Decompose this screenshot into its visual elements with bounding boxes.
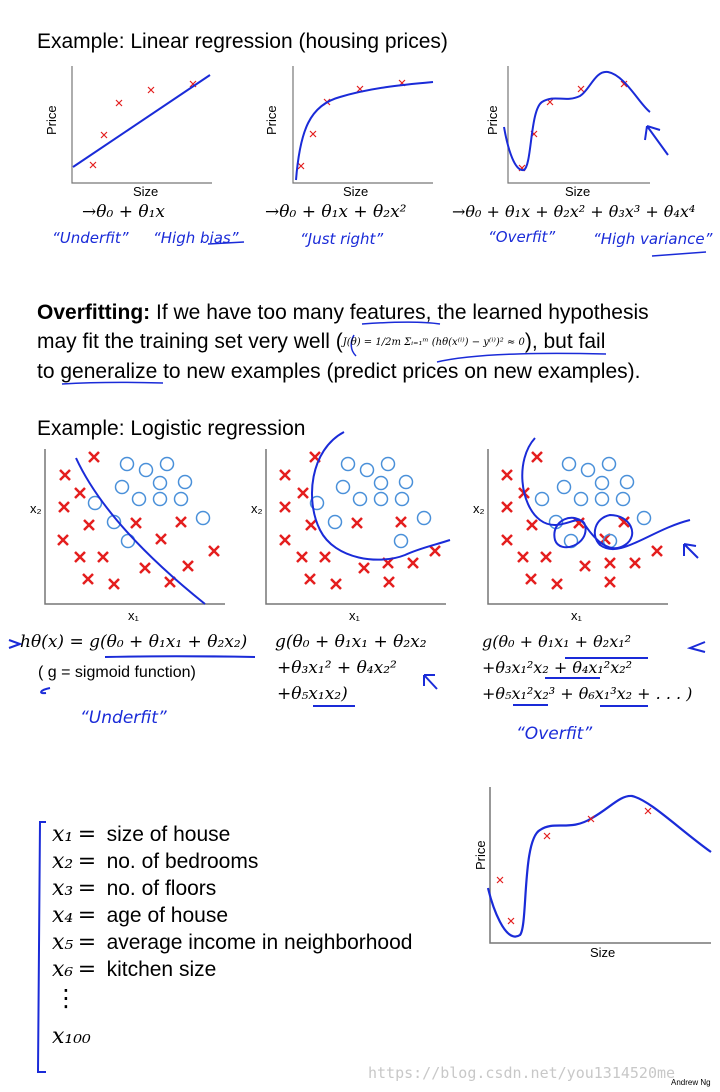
list-item: x₆ = kitchen size	[52, 957, 217, 982]
logB-ylabel: x₂	[251, 501, 263, 516]
bottom-plot	[488, 787, 711, 943]
overfitting-line1: If we have too many features, the learned hypothesis	[150, 301, 649, 324]
plot1-xlabel: Size	[133, 184, 159, 199]
logistic-hyp3-line2: +θ₃x₁²x₂ + θ₄x₁²x₂²	[482, 658, 633, 677]
note-underfit-1: “Underfit”	[52, 229, 129, 247]
bottom-plot-ylabel: Price	[473, 840, 488, 870]
logistic-hyp1-note: ( g = sigmoid function)	[38, 664, 196, 681]
note-high-variance: “High variance”	[593, 230, 713, 248]
note-overfit-1: “Overfit”	[488, 228, 556, 246]
feature-list	[52, 822, 412, 1054]
feature-ellipsis: ⋮	[54, 985, 78, 1012]
logC-ylabel: x₂	[473, 501, 485, 516]
plot2-ylabel: Price	[264, 105, 279, 135]
plot3-xlabel: Size	[565, 184, 591, 199]
note-high-bias: “High bias”	[153, 229, 239, 247]
watermark: https://blog.csdn.net/you1314520me	[368, 1064, 676, 1082]
logB-xlabel: x₁	[349, 608, 360, 623]
logC-xlabel: x₁	[571, 608, 582, 623]
note-underfit-2: “Underfit”	[80, 708, 167, 728]
plot2-hypothesis: →θ₀ + θ₁x + θ₂x²	[265, 202, 407, 222]
overfitting-line2-pre: may fit the training set very well (	[37, 330, 343, 353]
plot2-xlabel: Size	[343, 184, 369, 199]
list-item: x₂ = no. of bedrooms	[52, 849, 259, 874]
overfitting-line2-post: ), but fail	[524, 330, 606, 353]
section2-title: Example: Logistic regression	[37, 417, 306, 440]
list-item: x₃ = no. of floors	[52, 876, 217, 901]
logA-xlabel: x₁	[128, 608, 139, 623]
bottom-plot-xlabel: Size	[590, 945, 616, 960]
logA-ylabel: x₂	[30, 501, 42, 516]
logistic-hyp3-line3: +θ₅x₁²x₂³ + θ₆x₁³x₂ + . . . )	[482, 684, 693, 703]
plot1-ylabel: Price	[44, 105, 59, 135]
overfitting-line3: to generalize to new examples (predict prices on new examples).	[37, 359, 641, 383]
logistic-hyp2-line3: +θ₅x₁x₂)	[277, 684, 348, 704]
note-overfit-2: “Overfit”	[516, 724, 593, 744]
logistic-hyp2-line2: +θ₃x₁² + θ₄x₂²	[277, 658, 397, 678]
list-item: x₁ = size of house	[52, 822, 231, 847]
logistic-circles	[89, 458, 651, 548]
section1-title: Example: Linear regression (housing prices)	[37, 30, 448, 53]
note-just-right: “Just right”	[300, 230, 384, 248]
plot3-hypothesis: →θ₀ + θ₁x + θ₂x² + θ₃x³ + θ₄x⁴	[452, 202, 696, 221]
cost-formula: J(θ) = 1/2m Σᵢ₌₁ᵐ (hθ(x⁽ⁱ⁾) − y⁽ⁱ⁾)² ≈ 0	[342, 336, 525, 348]
list-item: x₅ = average income in neighborhood	[52, 930, 413, 955]
logistic-hyp2-line1: g(θ₀ + θ₁x₁ + θ₂x₂	[275, 632, 427, 652]
author-credit: Andrew Ng	[671, 1078, 711, 1087]
overfitting-term: Overfitting:	[37, 301, 151, 324]
feature-list-bracket	[38, 822, 46, 1072]
logistic-hyp3-line1: g(θ₀ + θ₁x₁ + θ₂x₁²	[482, 632, 632, 651]
logistic-hyp1: hθ(x) = g(θ₀ + θ₁x₁ + θ₂x₂)	[20, 632, 248, 652]
list-item: x₄ = age of house	[52, 903, 229, 928]
feature-last: x₁₀₀	[52, 1024, 91, 1049]
plot3-ylabel: Price	[485, 105, 500, 135]
plot1-hypothesis: →θ₀ + θ₁x	[82, 202, 165, 222]
